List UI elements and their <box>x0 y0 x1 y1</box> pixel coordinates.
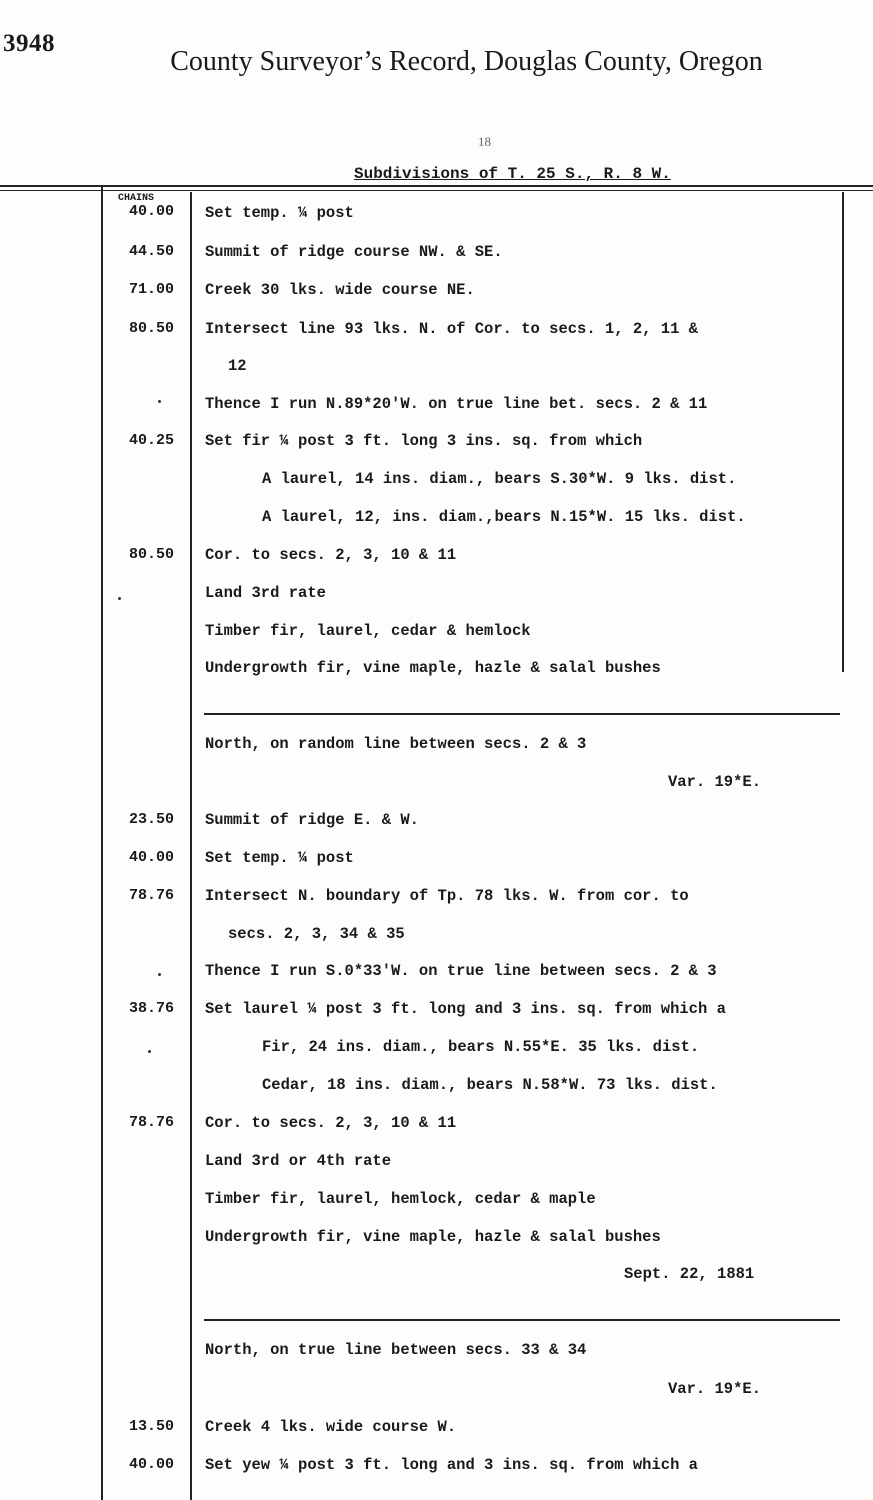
margin-dot <box>158 973 161 976</box>
survey-entry: Set temp. ¼ post <box>205 204 354 222</box>
chain-value: 23.50 <box>128 811 174 828</box>
section-subtitle: Subdivisions of T. 25 S., R. 8 W. <box>354 165 671 183</box>
survey-entry: Set yew ¼ post 3 ft. long and 3 ins. sq. from which a <box>205 1456 698 1474</box>
column-divider <box>190 192 192 1500</box>
survey-entry: Undergrowth fir, vine maple, hazle & salal bushes <box>205 659 661 677</box>
survey-entry: Var. 19*E. <box>668 773 762 791</box>
top-rule-thin <box>0 190 873 191</box>
survey-entry: Thence I run S.0*33'W. on true line between secs. 2 & 3 <box>205 962 717 980</box>
survey-entry: secs. 2, 3, 34 & 35 <box>228 925 405 943</box>
chain-value: 40.00 <box>128 849 174 866</box>
chain-value: 71.00 <box>128 281 174 298</box>
chain-value: 38.76 <box>128 1000 174 1017</box>
survey-entry: Undergrowth fir, vine maple, hazle & salal bushes <box>205 1228 661 1246</box>
survey-entry: Cor. to secs. 2, 3, 10 & 11 <box>205 546 457 564</box>
margin-dot <box>118 597 121 600</box>
chain-value: 40.25 <box>128 432 174 449</box>
section-rule-2 <box>204 1319 840 1321</box>
survey-entry: A laurel, 12, ins. diam.,bears N.15*W. 15 lks. dist. <box>262 508 746 526</box>
survey-entry: Cedar, 18 ins. diam., bears N.58*W. 73 lks. dist. <box>262 1076 718 1094</box>
chain-value: 13.50 <box>128 1418 174 1435</box>
survey-entry: Set fir ¼ post 3 ft. long 3 ins. sq. from which <box>205 432 643 450</box>
margin-dot <box>158 400 161 403</box>
survey-entry: Creek 30 lks. wide course NE. <box>205 281 475 299</box>
chain-value: 78.76 <box>128 887 174 904</box>
page-number: 3948 <box>3 30 55 57</box>
survey-entry: Set laurel ¼ post 3 ft. long and 3 ins. sq. from which a <box>205 1000 726 1018</box>
survey-entry: Land 3rd rate <box>205 584 326 602</box>
margin-dot <box>148 1050 151 1053</box>
survey-entry: Intersect line 93 lks. N. of Cor. to secs. 1, 2, 11 & <box>205 320 698 338</box>
survey-entry: Summit of ridge course NW. & SE. <box>205 243 503 261</box>
chain-value: 40.00 <box>128 203 174 220</box>
survey-entry: Intersect N. boundary of Tp. 78 lks. W. from cor. to <box>205 887 689 905</box>
chain-value: 78.76 <box>128 1114 174 1131</box>
survey-entry: Fir, 24 ins. diam., bears N.55*E. 35 lks. dist. <box>262 1038 700 1056</box>
chain-value: 80.50 <box>128 320 174 337</box>
survey-entry: Var. 19*E. <box>668 1380 762 1398</box>
left-margin-line <box>101 187 103 1500</box>
survey-entry: Land 3rd or 4th rate <box>205 1152 392 1170</box>
survey-entry: Thence I run N.89*20'W. on true line bet. secs. 2 & 11 <box>205 395 708 413</box>
survey-entry: Summit of ridge E. & W. <box>205 811 419 829</box>
survey-entry: Timber fir, laurel, cedar & hemlock <box>205 622 531 640</box>
survey-entry: North, on random line between secs. 2 & 3 <box>205 735 587 753</box>
survey-entry: A laurel, 14 ins. diam., bears S.30*W. 9 lks. dist. <box>262 470 737 488</box>
chain-value: 44.50 <box>128 243 174 260</box>
section-rule-1 <box>204 713 840 715</box>
survey-entry: Creek 4 lks. wide course W. <box>205 1418 457 1436</box>
page-title: County Surveyor’s Record, Douglas County, Oregon <box>170 46 763 77</box>
chain-value: 80.50 <box>128 546 174 563</box>
entry-date: Sept. 22, 1881 <box>624 1265 755 1283</box>
survey-entry: North, on true line between secs. 33 & 34 <box>205 1341 587 1359</box>
chain-value: 40.00 <box>128 1456 174 1473</box>
survey-entry: Set temp. ¼ post <box>205 849 354 867</box>
survey-entry: Timber fir, laurel, hemlock, cedar & maple <box>205 1190 596 1208</box>
chains-column-label: CHAINS <box>118 193 155 204</box>
survey-entry: Cor. to secs. 2, 3, 10 & 11 <box>205 1114 457 1132</box>
top-rule <box>0 185 873 187</box>
right-border <box>842 192 844 672</box>
survey-entry: 12 <box>228 357 247 375</box>
pencil-mark: 18 <box>478 134 491 149</box>
